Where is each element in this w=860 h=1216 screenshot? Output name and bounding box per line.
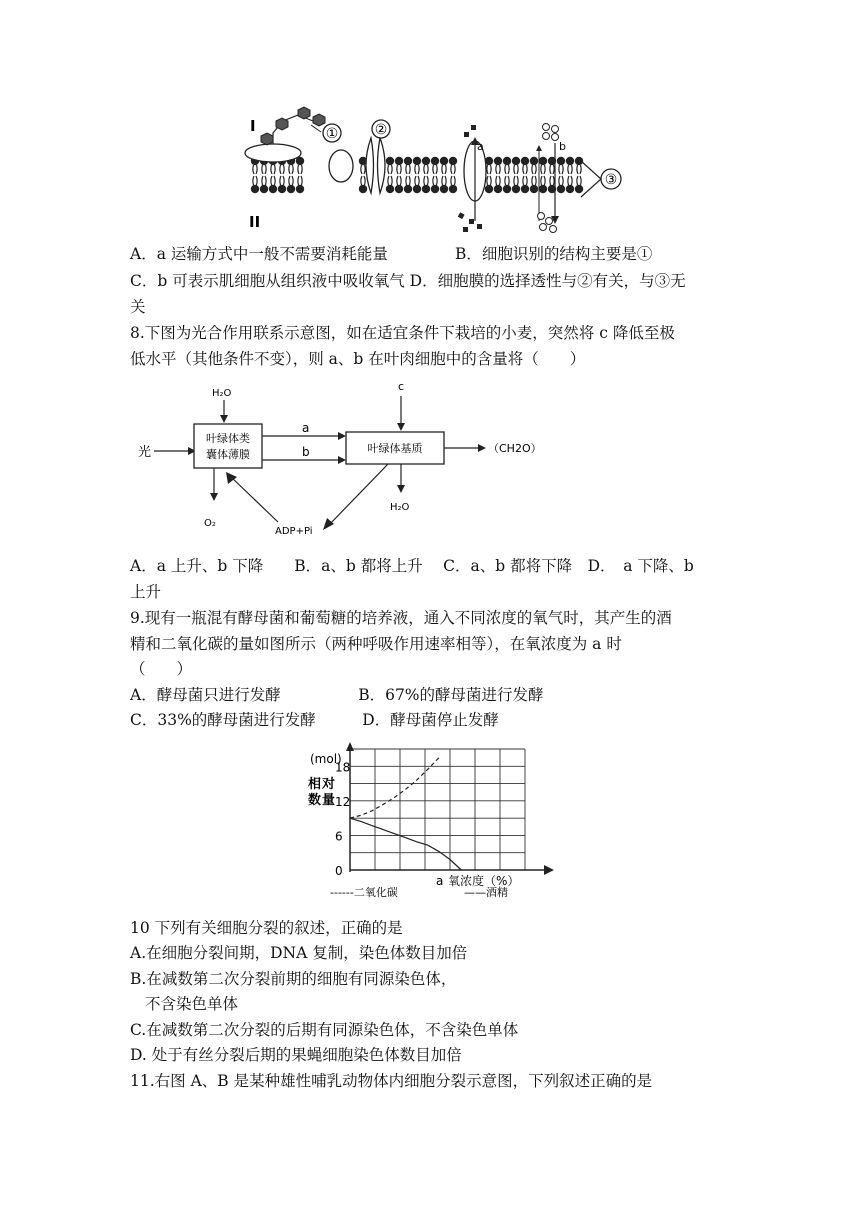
oxygen-chart xyxy=(290,738,570,900)
membrane-figure xyxy=(243,103,623,240)
arrow-a-label: a xyxy=(302,421,310,435)
q9-stem-line2: 精和二氧化碳的量如图所示（两种呼吸作用速率相等），在氧浓度为 a 时 xyxy=(130,635,622,653)
q10-option-d: D. 处于有丝分裂后期的果蝇细胞染色体数目加倍 xyxy=(130,1046,462,1064)
adp-label: ADP+Pi xyxy=(275,526,313,537)
q8-options: A．a 上升、b 下降 B．a、b 都将上升 C．a、b 都将下降 D． a 下降、b xyxy=(130,557,694,575)
q8-stem-line1: 8.下图为光合作用联系示意图，如在适宜条件下栽培的小麦，突然将 c 降低至极 xyxy=(130,324,675,342)
light-label: 光 xyxy=(138,445,152,460)
q10-option-b-cont: 不含染色单体 xyxy=(145,995,239,1013)
thylakoid-box xyxy=(194,424,262,468)
o2-label: O₂ xyxy=(204,518,216,529)
q7-option-cd: C．b 可表示肌细胞从组织液中吸收氧气 D．细胞膜的选择透性与②有关，与③无 xyxy=(130,272,686,290)
q10-stem: 10 下列有关细胞分裂的叙述，正确的是 xyxy=(130,919,403,937)
stroma-label: 叶绿体基质 xyxy=(367,442,423,455)
q7-option-a: A．a 运输方式中一般不需要消耗能量 xyxy=(130,245,388,263)
q7-option-b: B．细胞识别的结构主要是① xyxy=(455,245,653,263)
thylakoid-label-1: 叶绿体类 xyxy=(206,432,250,445)
q8-options-cont: 上升 xyxy=(130,583,162,601)
q11-stem: 11.右图 A、B 是某种雄性哺乳动物体内细胞分裂示意图，下列叙述正确的是 xyxy=(130,1072,653,1090)
c-label: c xyxy=(398,380,405,393)
q9-options-cd: C．33%的酵母菌进行发酵 D．酵母菌停止发酵 xyxy=(130,711,499,729)
x-marker-a: a xyxy=(436,874,444,888)
arrow-label-a: a xyxy=(477,140,484,153)
q8-stem-line2: 低水平（其他条件不变），则 a、b 在叶肉细胞中的含量将（ ） xyxy=(130,350,586,368)
arrow-label-b: b xyxy=(559,140,566,153)
x-axis-label: 氧浓度（%） xyxy=(448,874,520,888)
mark-3: ③ xyxy=(604,172,618,188)
q10-option-c: C.在减数第二次分裂的后期有同源染色体，不含染色单体 xyxy=(130,1021,519,1039)
legend-co2: ------二氧化碳 xyxy=(330,886,398,899)
mark-1: ① xyxy=(325,126,339,142)
side-label-top: I xyxy=(250,117,256,135)
y-unit-label: (mol) xyxy=(310,752,342,766)
q9-stem-line3: （ ） xyxy=(130,660,193,678)
legend-alcohol: ——酒精 xyxy=(464,886,508,899)
q7-option-cd-cont: 关 xyxy=(130,298,146,316)
product-label: （CH2O） xyxy=(488,442,542,455)
photosynthesis-diagram xyxy=(130,378,560,538)
y-tick-label: 6 xyxy=(335,829,343,844)
arrow-b-label: b xyxy=(302,445,310,459)
side-label-bottom: II xyxy=(249,213,261,231)
mark-2: ② xyxy=(374,122,388,138)
q9-options-ab: A．酵母菌只进行发酵 B．67%的酵母菌进行发酵 xyxy=(130,686,544,704)
h2o-input-label: H₂O xyxy=(212,388,232,399)
y-tick-label: 18 xyxy=(335,760,351,775)
h2o-output-label: H₂O xyxy=(390,502,410,513)
q9-stem-line1: 9.现有一瓶混有酵母菌和葡萄糖的培养液，通入不同浓度的氧气时，其产生的酒 xyxy=(130,609,672,627)
y-axis-label: 相对数量 xyxy=(308,777,336,808)
thylakoid-label-2: 囊体薄膜 xyxy=(206,448,250,461)
series-alcohol-line xyxy=(350,818,461,870)
q10-option-a: A.在细胞分裂间期，DNA 复制，染色体数目加倍 xyxy=(130,944,468,962)
origin-label: 0 xyxy=(335,864,343,878)
y-tick-label: 12 xyxy=(335,794,351,809)
q10-option-b: B.在减数第二次分裂前期的细胞有同源染色体， xyxy=(130,970,457,988)
